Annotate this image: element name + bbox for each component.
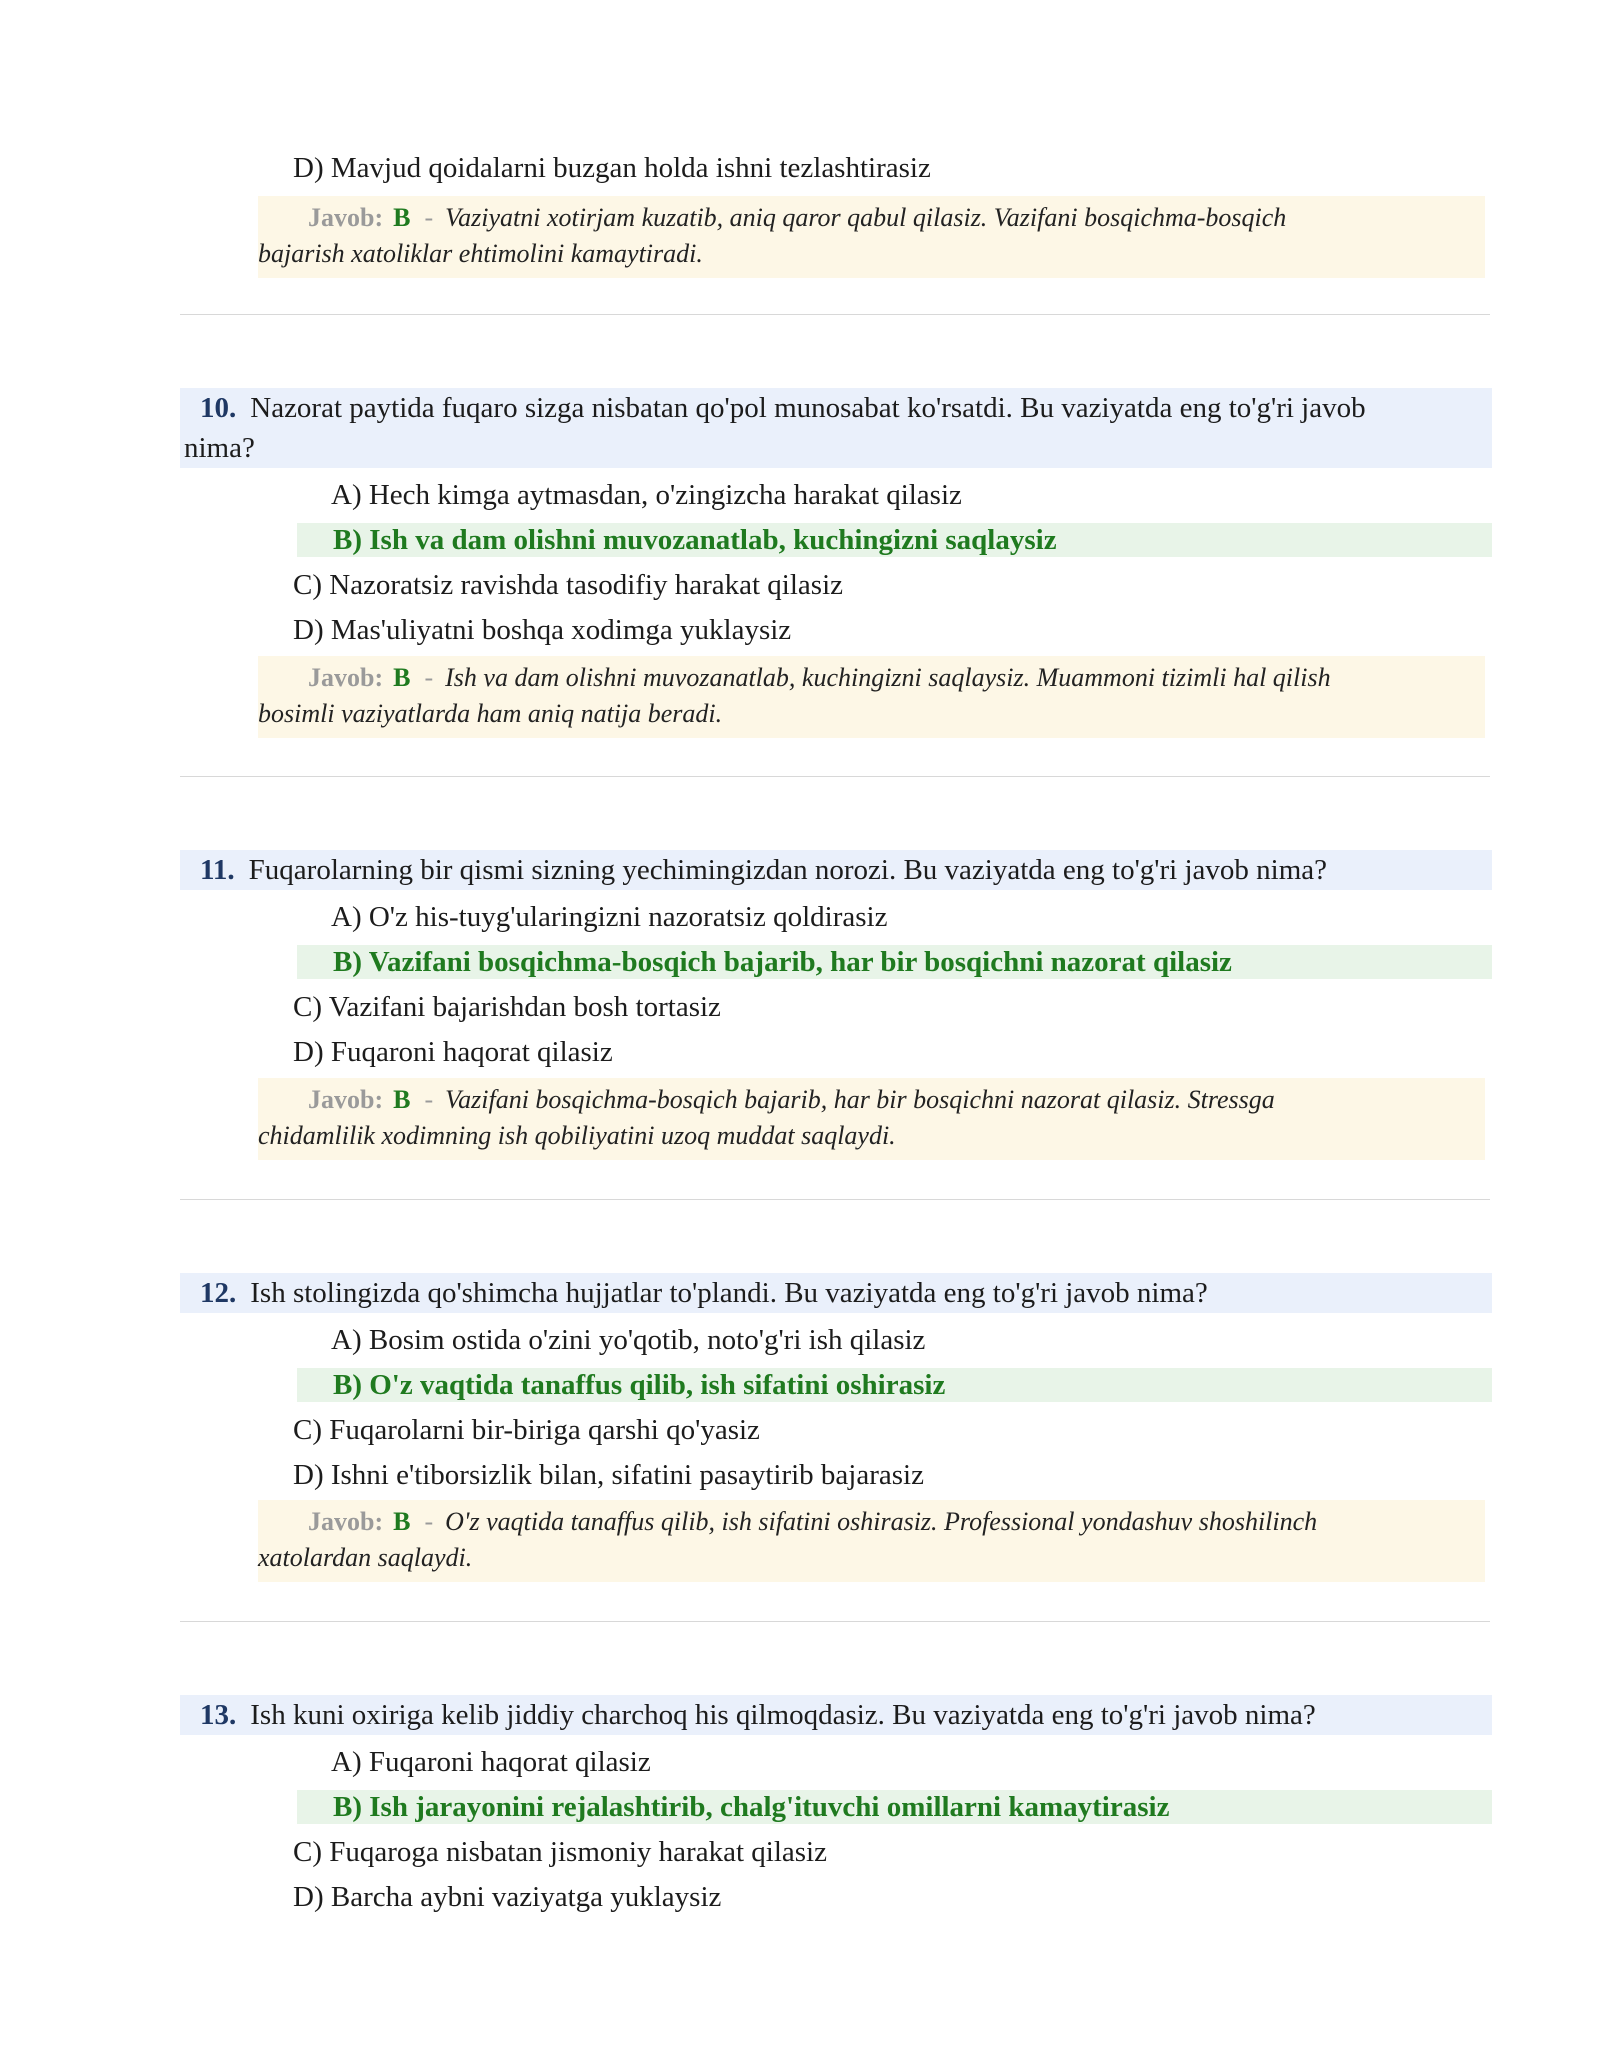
- answer-label: Javob:: [308, 1085, 384, 1114]
- question-text: Ish stolingizda qo'shimcha hujjatlar to'plandi. Bu vaziyatda eng to'g'ri javob nima?: [250, 1277, 1208, 1309]
- answer-text-cont: bajarish xatoliklar ehtimolini kamaytiradi.: [258, 239, 703, 268]
- option-d: D) Barcha aybni vaziyatga yuklaysiz: [293, 1881, 722, 1913]
- option-c: C) Fuqarolarni bir-biriga qarshi qo'yasiz: [293, 1414, 760, 1446]
- answer-text-cont: xatolardan saqlaydi.: [258, 1543, 473, 1572]
- answer-letter: B: [393, 1507, 411, 1536]
- answer-text-cont: bosimli vaziyatlarda ham aniq natija beradi.: [258, 699, 723, 728]
- option-a: A) Bosim ostida o'zini yo'qotib, noto'g'ri ish qilasiz: [331, 1324, 926, 1356]
- option-b-correct: B) Ish jarayonini rejalashtirib, chalg'ituvchi omillarni kamaytirasiz: [297, 1790, 1492, 1824]
- option-c: C) Vazifani bajarishdan bosh tortasiz: [293, 991, 721, 1023]
- question-10: [180, 388, 1492, 468]
- answer-box: [258, 1500, 1485, 1582]
- answer-box: [258, 196, 1485, 278]
- divider: [180, 1621, 1490, 1622]
- answer-text: Ish va dam olishni muvozanatlab, kuchingizni saqlaysiz. Muammoni tizimli hal qilish: [445, 663, 1331, 692]
- answer-box: [258, 1078, 1485, 1160]
- question-number: 13.: [200, 1699, 237, 1731]
- option-c: C) Nazoratsiz ravishda tasodifiy harakat qilasiz: [293, 569, 843, 601]
- option-b-correct: B) Vazifani bosqichma-bosqich bajarib, har bir bosqichni nazorat qilasiz: [297, 945, 1492, 979]
- question-13: [180, 1695, 1492, 1735]
- answer-text-cont: chidamlilik xodimning ish qobiliyatini uzoq muddat saqlaydi.: [258, 1121, 896, 1150]
- answer-dash: -: [424, 1085, 434, 1114]
- question-number: 12.: [200, 1277, 237, 1309]
- option-b-correct: B) Ish va dam olishni muvozanatlab, kuchingizni saqlaysiz: [297, 523, 1492, 557]
- answer-text: Vazifani bosqichma-bosqich bajarib, har bir bosqichni nazorat qilasiz. Stressga: [445, 1085, 1275, 1114]
- divider: [180, 776, 1490, 777]
- answer-label: Javob:: [308, 663, 384, 692]
- option-b-correct: B) O'z vaqtida tanaffus qilib, ish sifatini oshirasiz: [297, 1368, 1492, 1402]
- question-number: 10.: [200, 392, 237, 424]
- question-12: [180, 1273, 1492, 1313]
- answer-dash: -: [424, 663, 434, 692]
- answer-label: Javob:: [308, 203, 384, 232]
- answer-box: [258, 656, 1485, 738]
- divider: [180, 314, 1490, 315]
- divider: [180, 1199, 1490, 1200]
- option-a: A) Fuqaroni haqorat qilasiz: [331, 1746, 651, 1778]
- option-d: D) Ishni e'tiborsizlik bilan, sifatini pasaytirib bajarasiz: [293, 1459, 924, 1491]
- option-a: A) O'z his-tuyg'ularingizni nazoratsiz qoldirasiz: [331, 901, 888, 933]
- option-d: D) Fuqaroni haqorat qilasiz: [293, 1036, 613, 1068]
- answer-label: Javob:: [308, 1507, 384, 1536]
- option-d: D) Mavjud qoidalarni buzgan holda ishni tezlashtirasiz: [293, 152, 931, 184]
- answer-letter: B: [393, 203, 411, 232]
- option-d: D) Mas'uliyatni boshqa xodimga yuklaysiz: [293, 614, 792, 646]
- answer-text: O'z vaqtida tanaffus qilib, ish sifatini oshirasiz. Professional yondashuv shoshilinch: [445, 1507, 1318, 1536]
- question-text-cont: nima?: [184, 432, 255, 464]
- answer-text: Vaziyatni xotirjam kuzatib, aniq qaror qabul qilasiz. Vazifani bosqichma-bosqich: [445, 203, 1287, 232]
- option-a: A) Hech kimga aytmasdan, o'zingizcha harakat qilasiz: [331, 479, 962, 511]
- question-number: 11.: [200, 854, 235, 886]
- option-c: C) Fuqaroga nisbatan jismoniy harakat qilasiz: [293, 1836, 827, 1868]
- question-text: Ish kuni oxiriga kelib jiddiy charchoq his qilmoqdasiz. Bu vaziyatda eng to'g'ri javob nima?: [250, 1699, 1316, 1731]
- answer-letter: B: [393, 663, 411, 692]
- answer-dash: -: [424, 1507, 434, 1536]
- question-11: [180, 850, 1492, 890]
- answer-dash: -: [424, 203, 434, 232]
- question-text: Nazorat paytida fuqaro sizga nisbatan qo'pol munosabat ko'rsatdi. Bu vaziyatda eng to'g'ri javob: [250, 392, 1366, 424]
- answer-letter: B: [393, 1085, 411, 1114]
- question-text: Fuqarolarning bir qismi sizning yechimingizdan norozi. Bu vaziyatda eng to'g'ri javob nima?: [248, 854, 1328, 886]
